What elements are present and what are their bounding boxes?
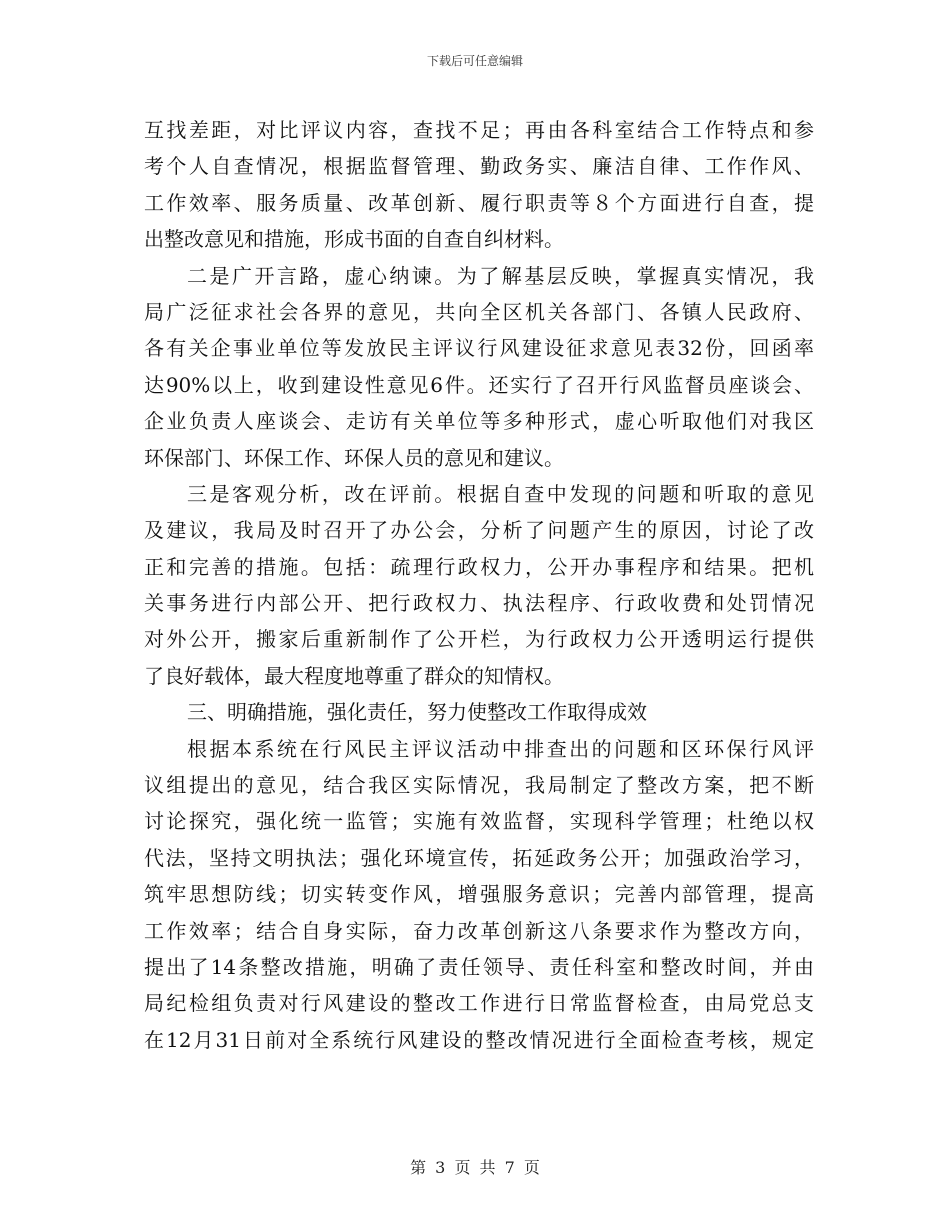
text-line: 代法，坚持文明执法；强化环境宣传，拓延政务公开；加强政治学习， <box>144 845 814 870</box>
text-line: 环保部门、环保工作、环保人员的意见和建议。 <box>144 445 564 470</box>
text-line: 工作效率；结合自身实际，奋力改革创新这八条要求作为整改方向， <box>144 918 814 943</box>
text-line: 考个人自查情况，根据监督管理、勤政务实、廉洁自律、工作作风、 <box>144 154 814 179</box>
text-line: 企业负责人座谈会、走访有关单位等多种形式，虚心听取他们对我区 <box>144 409 814 434</box>
text-line: 达90%以上，收到建设性意见6件。还实行了召开行风监督员座谈会、 <box>144 372 814 397</box>
text-line: 互找差距，对比评议内容，查找不足；再由各科室结合工作特点和参 <box>144 118 814 142</box>
text-line: 了良好载体，最大程度地尊重了群众的知情权。 <box>144 663 564 688</box>
paragraph-first-line: 二是广开言路，虚心纳谏。为了解基层反映，掌握真实情况，我 <box>187 263 814 288</box>
text-line: 出整改意见和措施，形成书面的自查自纠材料。 <box>144 227 564 252</box>
page-header: 下载后可任意编辑 <box>426 54 523 68</box>
text-line: 正和完善的措施。包括：疏理行政权力，公开办事程序和结果。把机 <box>144 554 814 579</box>
paragraph-first-line: 根据本系统在行风民主评议活动中排查出的问题和区环保行风评 <box>187 736 814 761</box>
text-line: 关事务进行内部公开、把行政权力、执法程序、行政收费和处罚情况 <box>144 591 814 616</box>
document-body <box>144 112 814 1058</box>
text-line: 局广泛征求社会各界的意见，共向全区机关各部门、各镇人民政府、 <box>144 299 814 324</box>
text-line: 工作效率、服务质量、改革创新、履行职责等８个方面进行自查，提 <box>144 190 814 215</box>
text-line: 筑牢思想防线；切实转变作风，增强服务意识；完善内部管理，提高 <box>144 882 814 907</box>
page-number-footer: 第 3 页 共 7 页 <box>410 1158 540 1177</box>
text-line: 局纪检组负责对行风建设的整改工作进行日常监督检查，由局党总支 <box>144 991 814 1016</box>
text-line: 对外公开，搬家后重新制作了公开栏，为行政权力公开透明运行提供 <box>144 627 814 652</box>
text-line: 讨论探究，强化统一监管；实施有效监督，实现科学管理；杜绝以权 <box>144 809 814 834</box>
text-line: 及建议，我局及时召开了办公会，分析了问题产生的原因，讨论了改 <box>144 518 814 543</box>
text-line: 提出了14条整改措施，明确了责任领导、责任科室和整改时间，并由 <box>144 954 814 979</box>
text-line: 各有关企事业单位等发放民主评议行风建设征求意见表32份，回函率 <box>144 336 814 361</box>
section-heading: 三、明确措施，强化责任，努力使整改工作取得成效 <box>187 700 647 725</box>
text-line: 在12月31日前对全系统行风建设的整改情况进行全面检查考核，规定 <box>144 1027 814 1052</box>
paragraph-first-line: 三是客观分析，改在评前。根据自查中发现的问题和听取的意见 <box>187 481 814 506</box>
text-line: 议组提出的意见，结合我区实际情况，我局制定了整改方案，把不断 <box>144 773 814 798</box>
